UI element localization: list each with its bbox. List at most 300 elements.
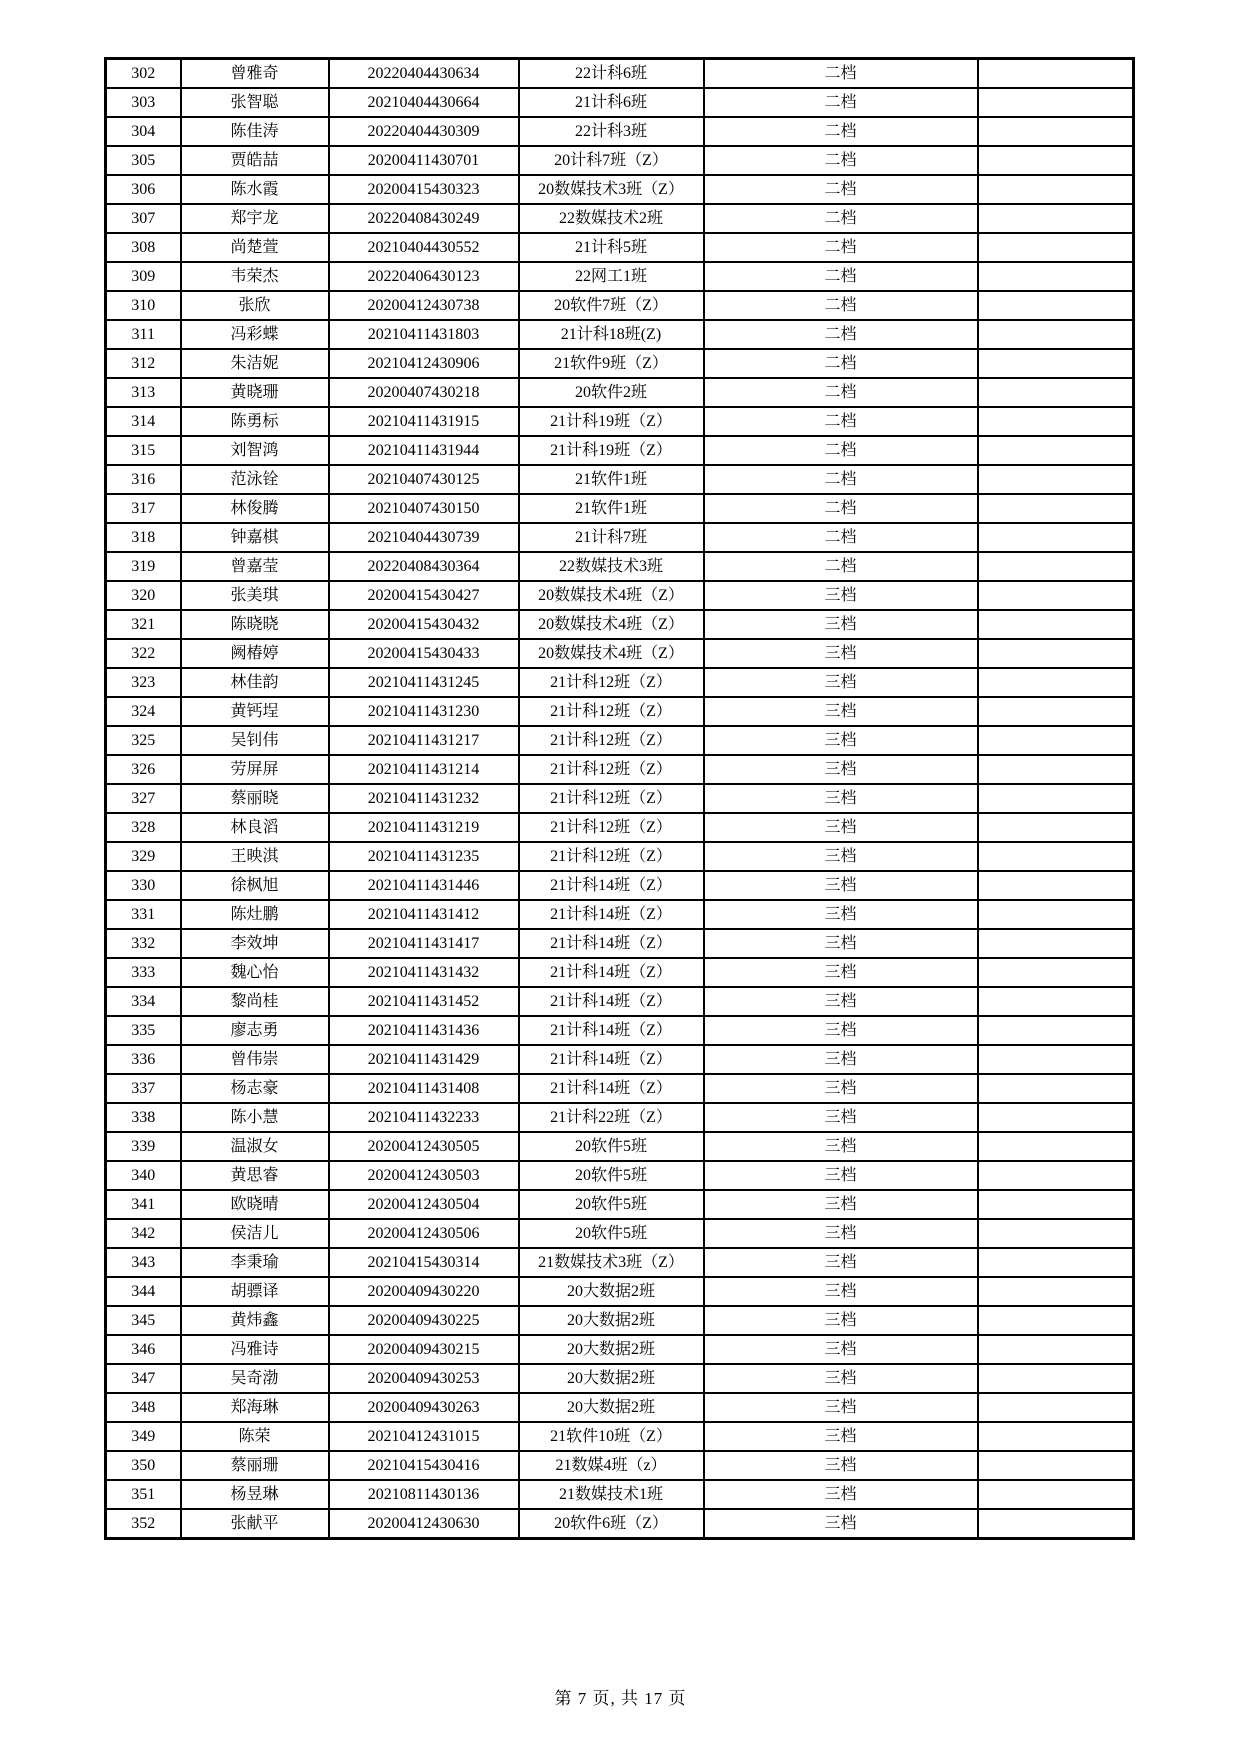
table-row: [106, 668, 1134, 697]
class-cell: 20计科7班（Z）: [519, 146, 704, 175]
row-number-cell: 335: [106, 1016, 181, 1045]
student-id-cell: 20220404430309: [329, 117, 519, 146]
blank-cell: [978, 755, 1134, 784]
row-number-cell: 323: [106, 668, 181, 697]
class-cell: 21计科14班（Z）: [519, 1016, 704, 1045]
student-id-cell: 20200415430323: [329, 175, 519, 204]
name-cell: 曾伟崇: [181, 1045, 329, 1074]
class-cell: 21计科12班（Z）: [519, 697, 704, 726]
blank-cell: [978, 1364, 1134, 1393]
row-number-cell: 351: [106, 1480, 181, 1509]
blank-cell: [978, 88, 1134, 117]
tier-cell: 二档: [704, 436, 978, 465]
row-number-cell: 315: [106, 436, 181, 465]
tier-cell: 三档: [704, 842, 978, 871]
name-cell: 冯雅诗: [181, 1335, 329, 1364]
student-id-cell: 20200411430701: [329, 146, 519, 175]
name-cell: 郑宇龙: [181, 204, 329, 233]
blank-cell: [978, 1335, 1134, 1364]
class-cell: 20大数据2班: [519, 1277, 704, 1306]
class-cell: 20软件5班: [519, 1219, 704, 1248]
student-id-cell: 20210411431944: [329, 436, 519, 465]
student-id-cell: 20200409430215: [329, 1335, 519, 1364]
student-id-cell: 20200409430220: [329, 1277, 519, 1306]
row-number-cell: 305: [106, 146, 181, 175]
student-id-cell: 20210404430739: [329, 523, 519, 552]
class-cell: 21计科12班（Z）: [519, 842, 704, 871]
class-cell: 20软件5班: [519, 1161, 704, 1190]
row-number-cell: 333: [106, 958, 181, 987]
tier-cell: 三档: [704, 784, 978, 813]
student-id-cell: 20210411431245: [329, 668, 519, 697]
table-row: [106, 1422, 1134, 1451]
student-id-cell: 20210411432233: [329, 1103, 519, 1132]
name-cell: 尚楚萱: [181, 233, 329, 262]
blank-cell: [978, 1161, 1134, 1190]
name-cell: 郑海琳: [181, 1393, 329, 1422]
blank-cell: [978, 1277, 1134, 1306]
name-cell: 王映淇: [181, 842, 329, 871]
table-row: [106, 755, 1134, 784]
row-number-cell: 313: [106, 378, 181, 407]
table-row: [106, 1335, 1134, 1364]
class-cell: 20大数据2班: [519, 1364, 704, 1393]
table-row: [106, 552, 1134, 581]
table-row: [106, 1277, 1134, 1306]
class-cell: 21计科14班（Z）: [519, 871, 704, 900]
name-cell: 陈小慧: [181, 1103, 329, 1132]
tier-cell: 三档: [704, 987, 978, 1016]
row-number-cell: 319: [106, 552, 181, 581]
tier-cell: 二档: [704, 320, 978, 349]
class-cell: 22计科6班: [519, 59, 704, 89]
name-cell: 林俊腾: [181, 494, 329, 523]
blank-cell: [978, 639, 1134, 668]
tier-cell: 三档: [704, 871, 978, 900]
student-id-cell: 20200409430225: [329, 1306, 519, 1335]
tier-cell: 三档: [704, 1277, 978, 1306]
tier-cell: 三档: [704, 581, 978, 610]
name-cell: 冯彩蝶: [181, 320, 329, 349]
tier-cell: 三档: [704, 639, 978, 668]
table-row: [106, 436, 1134, 465]
name-cell: 陈勇标: [181, 407, 329, 436]
row-number-cell: 316: [106, 465, 181, 494]
student-id-cell: 20200412430506: [329, 1219, 519, 1248]
blank-cell: [978, 581, 1134, 610]
student-id-cell: 20200412430630: [329, 1509, 519, 1539]
class-cell: 21软件10班（Z）: [519, 1422, 704, 1451]
student-id-cell: 20210411431417: [329, 929, 519, 958]
row-number-cell: 341: [106, 1190, 181, 1219]
student-id-cell: 20200415430427: [329, 581, 519, 610]
tier-cell: 三档: [704, 929, 978, 958]
tier-cell: 二档: [704, 88, 978, 117]
class-cell: 20软件2班: [519, 378, 704, 407]
name-cell: 蔡丽晓: [181, 784, 329, 813]
blank-cell: [978, 523, 1134, 552]
row-number-cell: 344: [106, 1277, 181, 1306]
student-id-cell: 20210411431219: [329, 813, 519, 842]
table-row: [106, 378, 1134, 407]
tier-cell: 三档: [704, 1074, 978, 1103]
blank-cell: [978, 262, 1134, 291]
blank-cell: [978, 436, 1134, 465]
row-number-cell: 302: [106, 59, 181, 89]
table-row: [106, 697, 1134, 726]
row-number-cell: 336: [106, 1045, 181, 1074]
class-cell: 21数媒4班（z）: [519, 1451, 704, 1480]
name-cell: 黄钙埕: [181, 697, 329, 726]
name-cell: 陈佳涛: [181, 117, 329, 146]
table-row: [106, 233, 1134, 262]
blank-cell: [978, 146, 1134, 175]
tier-cell: 二档: [704, 465, 978, 494]
row-number-cell: 337: [106, 1074, 181, 1103]
table-row: [106, 929, 1134, 958]
tier-cell: 二档: [704, 146, 978, 175]
class-cell: 21计科14班（Z）: [519, 900, 704, 929]
class-cell: 20软件7班（Z）: [519, 291, 704, 320]
blank-cell: [978, 1219, 1134, 1248]
name-cell: 韦荣杰: [181, 262, 329, 291]
class-cell: 22数媒技术3班: [519, 552, 704, 581]
name-cell: 曾嘉莹: [181, 552, 329, 581]
table-row: [106, 407, 1134, 436]
name-cell: 黄炜鑫: [181, 1306, 329, 1335]
class-cell: 20大数据2班: [519, 1393, 704, 1422]
table-row: [106, 1393, 1134, 1422]
student-id-cell: 20200415430433: [329, 639, 519, 668]
student-id-cell: 20200409430253: [329, 1364, 519, 1393]
tier-cell: 三档: [704, 1393, 978, 1422]
student-id-cell: 20210404430664: [329, 88, 519, 117]
name-cell: 陈水霞: [181, 175, 329, 204]
name-cell: 黄思睿: [181, 1161, 329, 1190]
blank-cell: [978, 1103, 1134, 1132]
tier-cell: 三档: [704, 1190, 978, 1219]
table-row: [106, 1219, 1134, 1248]
blank-cell: [978, 1306, 1134, 1335]
class-cell: 21计科12班（Z）: [519, 784, 704, 813]
name-cell: 林良滔: [181, 813, 329, 842]
row-number-cell: 347: [106, 1364, 181, 1393]
blank-cell: [978, 1480, 1134, 1509]
blank-cell: [978, 407, 1134, 436]
tier-cell: 三档: [704, 726, 978, 755]
class-cell: 21计科14班（Z）: [519, 1074, 704, 1103]
row-number-cell: 349: [106, 1422, 181, 1451]
blank-cell: [978, 987, 1134, 1016]
blank-cell: [978, 1190, 1134, 1219]
name-cell: 陈晓晓: [181, 610, 329, 639]
tier-cell: 三档: [704, 668, 978, 697]
student-id-cell: 20200412430738: [329, 291, 519, 320]
row-number-cell: 343: [106, 1248, 181, 1277]
student-id-cell: 20210412431015: [329, 1422, 519, 1451]
student-id-cell: 20210411431412: [329, 900, 519, 929]
table-row: [106, 494, 1134, 523]
tier-cell: 三档: [704, 1451, 978, 1480]
row-number-cell: 346: [106, 1335, 181, 1364]
name-cell: 贾皓喆: [181, 146, 329, 175]
class-cell: 21数媒技术1班: [519, 1480, 704, 1509]
class-cell: 21计科14班（Z）: [519, 987, 704, 1016]
row-number-cell: 312: [106, 349, 181, 378]
blank-cell: [978, 958, 1134, 987]
table-row: [106, 1364, 1134, 1393]
tier-cell: 三档: [704, 1161, 978, 1190]
name-cell: 吴奇渤: [181, 1364, 329, 1393]
row-number-cell: 303: [106, 88, 181, 117]
student-id-cell: 20210411431432: [329, 958, 519, 987]
blank-cell: [978, 1132, 1134, 1161]
blank-cell: [978, 59, 1134, 89]
blank-cell: [978, 1509, 1134, 1539]
row-number-cell: 334: [106, 987, 181, 1016]
student-id-cell: 20210411431217: [329, 726, 519, 755]
row-number-cell: 306: [106, 175, 181, 204]
table-row: [106, 813, 1134, 842]
row-number-cell: 348: [106, 1393, 181, 1422]
blank-cell: [978, 813, 1134, 842]
blank-cell: [978, 726, 1134, 755]
row-number-cell: 329: [106, 842, 181, 871]
row-number-cell: 330: [106, 871, 181, 900]
tier-cell: 三档: [704, 1480, 978, 1509]
row-number-cell: 310: [106, 291, 181, 320]
blank-cell: [978, 1248, 1134, 1277]
student-id-cell: 20210412430906: [329, 349, 519, 378]
student-id-cell: 20210411431232: [329, 784, 519, 813]
name-cell: 张智聪: [181, 88, 329, 117]
class-cell: 20数媒技术4班（Z）: [519, 639, 704, 668]
table-row: [106, 88, 1134, 117]
name-cell: 张欣: [181, 291, 329, 320]
class-cell: 20大数据2班: [519, 1306, 704, 1335]
blank-cell: [978, 233, 1134, 262]
student-id-cell: 20220406430123: [329, 262, 519, 291]
blank-cell: [978, 610, 1134, 639]
tier-cell: 二档: [704, 175, 978, 204]
class-cell: 22计科3班: [519, 117, 704, 146]
blank-cell: [978, 1451, 1134, 1480]
table-row: [106, 1480, 1134, 1509]
student-id-cell: 20220408430364: [329, 552, 519, 581]
class-cell: 21计科19班（Z）: [519, 436, 704, 465]
table-row: [106, 117, 1134, 146]
table-row: [106, 871, 1134, 900]
table-row: [106, 610, 1134, 639]
table-row: [106, 291, 1134, 320]
class-cell: 20数媒技术4班（Z）: [519, 610, 704, 639]
class-cell: 21计科12班（Z）: [519, 813, 704, 842]
name-cell: 李效坤: [181, 929, 329, 958]
blank-cell: [978, 465, 1134, 494]
table-row: [106, 784, 1134, 813]
class-cell: 22数媒技术2班: [519, 204, 704, 233]
table-row: [106, 1509, 1134, 1539]
table-body: [106, 59, 1134, 1539]
row-number-cell: 342: [106, 1219, 181, 1248]
tier-cell: 三档: [704, 610, 978, 639]
row-number-cell: 314: [106, 407, 181, 436]
row-number-cell: 322: [106, 639, 181, 668]
student-id-cell: 20210411431408: [329, 1074, 519, 1103]
blank-cell: [978, 842, 1134, 871]
name-cell: 魏心怡: [181, 958, 329, 987]
student-id-cell: 20210411431235: [329, 842, 519, 871]
name-cell: 陈荣: [181, 1422, 329, 1451]
name-cell: 张献平: [181, 1509, 329, 1539]
student-id-cell: 20210407430125: [329, 465, 519, 494]
tier-cell: 二档: [704, 59, 978, 89]
tier-cell: 三档: [704, 1248, 978, 1277]
tier-cell: 三档: [704, 1422, 978, 1451]
student-id-cell: 20220404430634: [329, 59, 519, 89]
blank-cell: [978, 1393, 1134, 1422]
row-number-cell: 318: [106, 523, 181, 552]
class-cell: 21计科19班（Z）: [519, 407, 704, 436]
table-row: [106, 1451, 1134, 1480]
student-tier-table: [104, 57, 1135, 1540]
row-number-cell: 307: [106, 204, 181, 233]
student-id-cell: 20210811430136: [329, 1480, 519, 1509]
tier-cell: 三档: [704, 900, 978, 929]
student-id-cell: 20210404430552: [329, 233, 519, 262]
row-number-cell: 339: [106, 1132, 181, 1161]
tier-cell: 二档: [704, 349, 978, 378]
row-number-cell: 338: [106, 1103, 181, 1132]
tier-cell: 二档: [704, 291, 978, 320]
tier-cell: 三档: [704, 1016, 978, 1045]
student-id-cell: 20200412430505: [329, 1132, 519, 1161]
table-row: [106, 146, 1134, 175]
table-row: [106, 1306, 1134, 1335]
name-cell: 温淑女: [181, 1132, 329, 1161]
student-id-cell: 20210415430416: [329, 1451, 519, 1480]
blank-cell: [978, 204, 1134, 233]
name-cell: 李秉瑜: [181, 1248, 329, 1277]
tier-cell: 三档: [704, 1132, 978, 1161]
blank-cell: [978, 900, 1134, 929]
tier-cell: 二档: [704, 494, 978, 523]
tier-cell: 二档: [704, 378, 978, 407]
class-cell: 21计科5班: [519, 233, 704, 262]
row-number-cell: 324: [106, 697, 181, 726]
blank-cell: [978, 1016, 1134, 1045]
name-cell: 劳屏屏: [181, 755, 329, 784]
row-number-cell: 352: [106, 1509, 181, 1539]
table-row: [106, 175, 1134, 204]
name-cell: 黎尚桂: [181, 987, 329, 1016]
table-row: [106, 1248, 1134, 1277]
class-cell: 21计科14班（Z）: [519, 1045, 704, 1074]
tier-cell: 二档: [704, 552, 978, 581]
student-id-cell: 20210411431230: [329, 697, 519, 726]
table-row: [106, 726, 1134, 755]
student-id-cell: 20210411431429: [329, 1045, 519, 1074]
name-cell: 胡骠译: [181, 1277, 329, 1306]
class-cell: 21计科7班: [519, 523, 704, 552]
row-number-cell: 309: [106, 262, 181, 291]
table-row: [106, 639, 1134, 668]
name-cell: 徐枫旭: [181, 871, 329, 900]
tier-cell: 二档: [704, 117, 978, 146]
student-id-cell: 20200412430504: [329, 1190, 519, 1219]
tier-cell: 三档: [704, 755, 978, 784]
blank-cell: [978, 668, 1134, 697]
name-cell: 蔡丽珊: [181, 1451, 329, 1480]
name-cell: 欧晓晴: [181, 1190, 329, 1219]
class-cell: 21计科12班（Z）: [519, 755, 704, 784]
table-row: [106, 523, 1134, 552]
class-cell: 21软件1班: [519, 494, 704, 523]
class-cell: 20数媒技术4班（Z）: [519, 581, 704, 610]
tier-cell: 三档: [704, 1364, 978, 1393]
blank-cell: [978, 117, 1134, 146]
row-number-cell: 345: [106, 1306, 181, 1335]
table-row: [106, 958, 1134, 987]
student-id-cell: 20210411431436: [329, 1016, 519, 1045]
table-row: [106, 204, 1134, 233]
row-number-cell: 328: [106, 813, 181, 842]
name-cell: 刘智鸿: [181, 436, 329, 465]
student-id-cell: 20210411431452: [329, 987, 519, 1016]
name-cell: 曾雅奇: [181, 59, 329, 89]
tier-cell: 二档: [704, 233, 978, 262]
class-cell: 20大数据2班: [519, 1335, 704, 1364]
name-cell: 杨志豪: [181, 1074, 329, 1103]
table-row: [106, 465, 1134, 494]
student-id-cell: 20200407430218: [329, 378, 519, 407]
name-cell: 陈灶鹏: [181, 900, 329, 929]
student-id-cell: 20200412430503: [329, 1161, 519, 1190]
table-row: [106, 1103, 1134, 1132]
blank-cell: [978, 320, 1134, 349]
name-cell: 廖志勇: [181, 1016, 329, 1045]
table-row: [106, 349, 1134, 378]
tier-cell: 三档: [704, 813, 978, 842]
blank-cell: [978, 175, 1134, 204]
name-cell: 侯洁儿: [181, 1219, 329, 1248]
blank-cell: [978, 494, 1134, 523]
tier-cell: 二档: [704, 204, 978, 233]
row-number-cell: 332: [106, 929, 181, 958]
blank-cell: [978, 871, 1134, 900]
tier-cell: 二档: [704, 262, 978, 291]
tier-cell: 三档: [704, 1509, 978, 1539]
table-row: [106, 320, 1134, 349]
tier-cell: 二档: [704, 523, 978, 552]
name-cell: 吴钊伟: [181, 726, 329, 755]
row-number-cell: 304: [106, 117, 181, 146]
row-number-cell: 340: [106, 1161, 181, 1190]
table-row: [106, 1190, 1134, 1219]
class-cell: 21计科14班（Z）: [519, 929, 704, 958]
table-row: [106, 987, 1134, 1016]
tier-cell: 二档: [704, 407, 978, 436]
blank-cell: [978, 1074, 1134, 1103]
student-id-cell: 20210407430150: [329, 494, 519, 523]
blank-cell: [978, 784, 1134, 813]
blank-cell: [978, 291, 1134, 320]
blank-cell: [978, 1045, 1134, 1074]
table-row: [106, 1045, 1134, 1074]
name-cell: 杨昱琳: [181, 1480, 329, 1509]
table-row: [106, 842, 1134, 871]
class-cell: 21计科12班（Z）: [519, 668, 704, 697]
